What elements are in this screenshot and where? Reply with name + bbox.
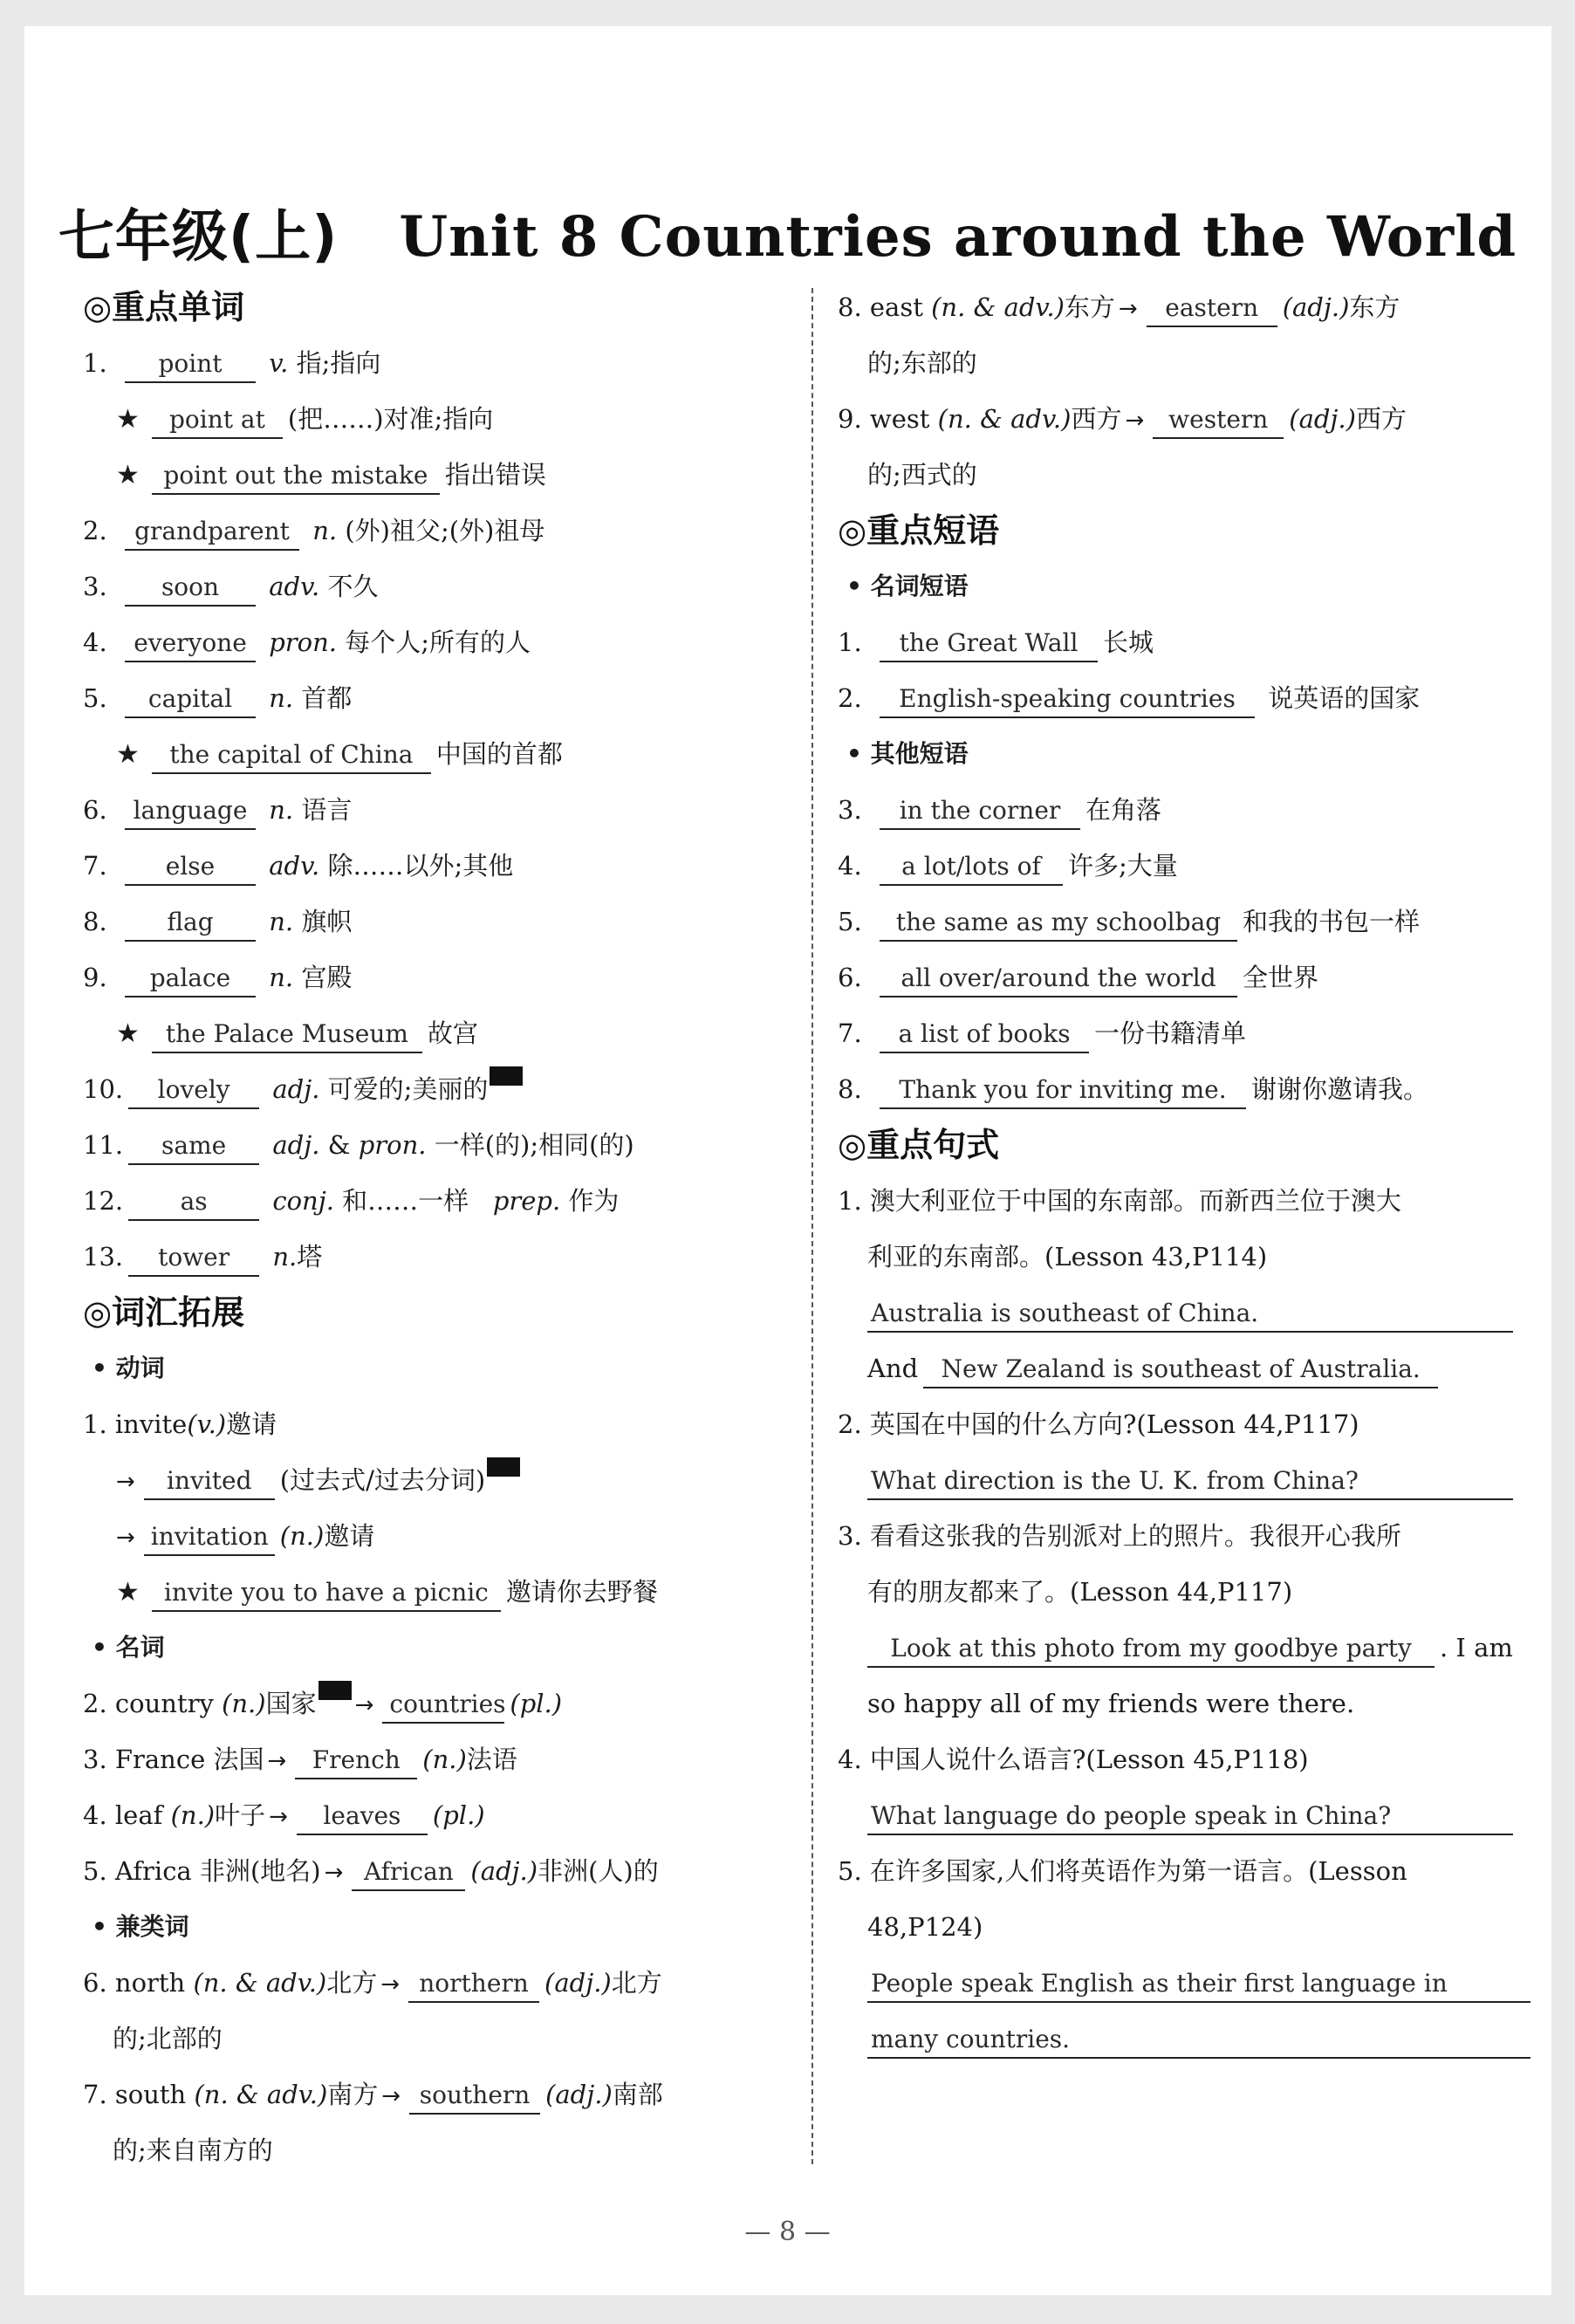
extension-item: 6. north (n. & adv.)北方 → northern (adj.)北方 — [83, 1955, 807, 2011]
answer-blank: many countries. — [867, 2022, 1530, 2059]
answer-blank: in the corner — [880, 793, 1080, 830]
answer-blank: soon — [125, 570, 256, 607]
sentence-answer-line — [838, 2011, 1544, 2067]
answer-blank: What language do people speak in China? — [867, 1799, 1513, 1835]
word-item: 7. else adv. 除……以外;其他 — [83, 838, 807, 894]
star-icon: ★ — [116, 404, 140, 435]
frequency-mark-icon — [490, 1066, 523, 1086]
answer-blank: What direction is the U. K. from China? — [867, 1464, 1513, 1500]
subhead-verb: • 动词 — [92, 1354, 165, 1382]
star-icon: ★ — [116, 1577, 140, 1608]
answer-blank: invited — [144, 1464, 275, 1500]
word-item: 2. grandparent n. (外)祖父;(外)祖母 — [83, 503, 807, 559]
extension-item: 8. east (n. & adv.)东方 → eastern (adj.)东方 — [838, 279, 1544, 335]
extension-continuation: 的;来自南方的 — [113, 2135, 273, 2165]
star-icon: ★ — [116, 739, 140, 770]
answer-blank: western — [1153, 402, 1284, 439]
answer-blank: leaves — [297, 1799, 428, 1835]
phrase-item: 4. a lot/lots of 许多;大量 — [838, 838, 1544, 894]
sentence-answer-line — [838, 1452, 1544, 1508]
answer-blank: language — [125, 793, 256, 830]
word-derivative: ★ point out the mistake 指出错误 — [83, 447, 807, 503]
answer-blank: People speak English as their first language in — [867, 1966, 1530, 2003]
word-item: 9. palace n. 宫殿 — [83, 949, 807, 1005]
answer-blank: New Zealand is southeast of Australia. — [923, 1352, 1438, 1388]
answer-blank: grandparent — [125, 514, 299, 551]
page-title — [0, 192, 1575, 272]
phrase-item: 3. in the corner 在角落 — [838, 782, 1544, 838]
answer-blank: tower — [128, 1240, 259, 1277]
extension-continuation: 的;东部的 — [867, 348, 977, 378]
word-item: 3. soon adv. 不久 — [83, 559, 807, 614]
answer-blank: Australia is southeast of China. — [867, 1296, 1513, 1333]
right-column — [838, 279, 1544, 2067]
sentence-continuation: so happy all of my friends were there. — [867, 1689, 1355, 1718]
extension-derivative: → invitation (n.)邀请 — [83, 1508, 807, 1564]
extension-continuation: 的;北部的 — [113, 2024, 223, 2053]
extension-item: 3. France 法国 → French (n.)法语 — [83, 1731, 807, 1787]
answer-blank: same — [128, 1128, 259, 1165]
left-column — [83, 279, 807, 2178]
answer-blank: a list of books — [880, 1017, 1089, 1053]
phrase-item: 7. a list of books 一份书籍清单 — [838, 1005, 1544, 1061]
sentence-answer-line — [838, 1787, 1544, 1843]
frequency-mark-icon — [318, 1681, 352, 1700]
sentence-answer-line: And New Zealand is southeast of Australia. — [838, 1340, 1544, 1396]
frequency-mark-icon — [487, 1457, 520, 1477]
answer-blank: African — [352, 1854, 465, 1891]
extension-item: 9. west (n. & adv.)西方 → western (adj.)西方 — [838, 391, 1544, 447]
answer-blank: a lot/lots of — [880, 849, 1063, 886]
answer-blank: palace — [125, 961, 256, 997]
subhead-other-phrase: • 其他短语 — [846, 739, 969, 768]
extension-derivative: → invited (过去式/过去分词) — [83, 1452, 807, 1508]
phrase-item: 1. the Great Wall 长城 — [838, 614, 1544, 670]
answer-blank: northern — [408, 1966, 539, 2003]
phrase-item: 6. all over/around the world 全世界 — [838, 949, 1544, 1005]
answer-blank: point — [125, 346, 256, 383]
answer-blank: the capital of China — [152, 737, 431, 774]
column-divider — [811, 288, 813, 2164]
sentence-prompt: 3. 看看这张我的告别派对上的照片。我很开心我所 — [838, 1521, 1401, 1551]
word-item: 8. flag n. 旗帜 — [83, 894, 807, 949]
answer-blank: invite you to have a picnic — [152, 1575, 501, 1612]
subhead-multi-class: • 兼类词 — [92, 1912, 189, 1941]
sentence-prompt: 4. 中国人说什么语言?(Lesson 45,P118) — [838, 1745, 1309, 1774]
star-icon: ★ — [116, 1018, 140, 1049]
word-derivative: ★ point at (把……)对准;指向 — [83, 391, 807, 447]
word-item: 6. language n. 语言 — [83, 782, 807, 838]
answer-blank: flag — [125, 905, 256, 942]
subhead-noun: • 名词 — [92, 1633, 165, 1662]
sentence-prompt: 5. 在许多国家,人们将英语作为第一语言。(Lesson — [838, 1856, 1407, 1886]
answer-blank: the Palace Museum — [152, 1017, 422, 1053]
section-vocab-extension: ◎词汇拓展 — [83, 1293, 245, 1332]
phrase-item: 2. English-speaking countries 说英语的国家 — [838, 670, 1544, 726]
page-number: — 8 — — [744, 2217, 831, 2247]
sentence-answer-line: Look at this photo from my goodbye party . I am — [838, 1620, 1544, 1676]
extension-derivative: ★ invite you to have a picnic 邀请你去野餐 — [83, 1564, 807, 1620]
answer-blank: the same as my schoolbag — [880, 905, 1237, 942]
sentence-prompt: 利亚的东南部。(Lesson 43,P114) — [867, 1242, 1268, 1272]
sentence-prompt: 2. 英国在中国的什么方向?(Lesson 44,P117) — [838, 1409, 1359, 1439]
answer-blank: Look at this photo from my goodbye party — [867, 1631, 1435, 1668]
answer-blank: point out the mistake — [152, 458, 440, 495]
word-item: 10. lovely adj. 可爱的;美丽的 — [83, 1061, 807, 1117]
word-item: 13. tower n.塔 — [83, 1229, 807, 1285]
phrase-item: 5. the same as my schoolbag 和我的书包一样 — [838, 894, 1544, 949]
word-item: 4. everyone pron. 每个人;所有的人 — [83, 614, 807, 670]
answer-blank: the Great Wall — [880, 626, 1098, 662]
answer-blank: Thank you for inviting me. — [880, 1073, 1246, 1109]
grade-label: 七年级(上) — [58, 205, 339, 270]
word-item: 5. capital n. 首都 — [83, 670, 807, 726]
extension-item: 7. south (n. & adv.)南方 → southern (adj.)南部 — [83, 2067, 807, 2122]
sentence-answer-line — [838, 1285, 1544, 1340]
sentence-prompt: 1. 澳大利亚位于中国的东南部。而新西兰位于澳大 — [838, 1186, 1401, 1216]
section-key-phrases: ◎重点短语 — [838, 511, 1000, 550]
answer-blank: English-speaking countries — [880, 682, 1255, 718]
answer-blank: all over/around the world — [880, 961, 1237, 997]
extension-item: 2. country (n.)国家 → countries (pl.) — [83, 1676, 807, 1731]
phrase-item: 8. Thank you for inviting me. 谢谢你邀请我。 — [838, 1061, 1544, 1117]
word-derivative: ★ the Palace Museum 故宫 — [83, 1005, 807, 1061]
extension-item: 1. invite(v.)邀请 — [83, 1409, 277, 1439]
star-icon: ★ — [116, 460, 140, 490]
sentence-prompt: 有的朋友都来了。(Lesson 44,P117) — [867, 1577, 1293, 1607]
answer-blank: capital — [125, 682, 256, 718]
answer-blank: eastern — [1147, 291, 1277, 327]
section-key-words: ◎重点单词 — [83, 288, 245, 326]
extension-item: 4. leaf (n.)叶子 → leaves (pl.) — [83, 1787, 807, 1843]
word-item: 1. point v. 指;指向 — [83, 335, 807, 391]
answer-blank: invitation — [144, 1519, 275, 1556]
answer-blank: countries — [382, 1687, 504, 1724]
section-key-sentences: ◎重点句式 — [838, 1126, 1000, 1164]
answer-blank: southern — [409, 2078, 540, 2115]
answer-blank: else — [125, 849, 256, 886]
sentence-prompt: 48,P124) — [867, 1912, 983, 1942]
unit-title: Unit 8 Countries around the World — [399, 204, 1517, 270]
answer-blank: point at — [152, 402, 283, 439]
sentence-answer-line — [838, 1955, 1544, 2011]
word-item: 11. same adj. & pron. 一样(的);相同(的) — [83, 1117, 807, 1173]
answer-blank: French — [295, 1743, 417, 1779]
extension-continuation: 的;西式的 — [867, 460, 977, 490]
answer-blank: everyone — [125, 626, 256, 662]
extension-item: 5. Africa 非洲(地名) → African (adj.)非洲(人)的 — [83, 1843, 807, 1899]
answer-blank: lovely — [128, 1073, 259, 1109]
word-derivative: ★ the capital of China 中国的首都 — [83, 726, 807, 782]
word-item: 12. as conj. 和……一样 prep. 作为 — [83, 1173, 807, 1229]
answer-blank: as — [128, 1184, 259, 1221]
subhead-noun-phrase: • 名词短语 — [846, 572, 969, 600]
